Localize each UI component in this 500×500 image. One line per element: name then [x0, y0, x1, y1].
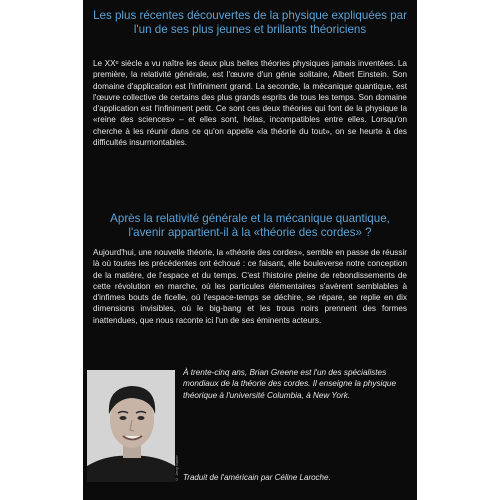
author-photo	[87, 370, 175, 482]
headline-top: Les plus récentes découvertes de la physique expliquées par l'un de ses plus jeunes et brillants théoriciens	[93, 9, 407, 36]
translation-note: Traduit de l'américain par Céline Laroche.	[183, 473, 331, 482]
photo-credit: © Jerry Bauer	[174, 455, 179, 482]
string-theory-paragraph: Aujourd'hui, une nouvelle théorie, la «théorie des cordes», semble en passe de réussir là où toutes les précédentes ont échoué : ce faisant, elle bouleverse notre conception de la matière, de l'espace et du temps. C'est l'histoire pleine de rebondissements de cette révolution en marche, où les particules élémentaires s'avèrent semblables à d'infimes bouts de ficelle, où l'espace-temps se déchire, se répare, se replie en dix dimensions invisibles, où le big-bang et les trous noirs prennent des formes inattendues, que nous raconte ici l'un de ses éminents acteurs.	[93, 248, 407, 325]
headline-middle: Après la relativité générale et la mécanique quantique, l'avenir appartient-il à la «théorie des cordes» ?	[110, 212, 390, 239]
author-bio: À trente-cinq ans, Brian Greene est l'un des spécialistes mondiaux de la théorie des cordes. Il enseigne la physique théorique à l'université Columbia, à New York.	[183, 368, 397, 400]
intro-paragraph: Le XXᵉ siècle a vu naître les deux plus belles théories physiques jamais inventées. La première, la relativité générale, est l'œuvre d'un génie solitaire, Albert Einstein. Son domaine d'application est l'infiniment grand. La seconde, la mécanique quantique, est l'œuvre collective de certains des plus grands esprits de tous les temps. Son domaine d'application est l'infiniment petit. Ce sont ces deux théories qui font de la physique la «reine des sciences» – et elles sont, hélas, incompatibles entre elles. Lorsqu'on cherche à les réunir dans ce qu'on appelle «la théorie du tout», on se heurte à des difficultés insurmontables.	[93, 59, 407, 148]
back-cover	[83, 0, 417, 500]
